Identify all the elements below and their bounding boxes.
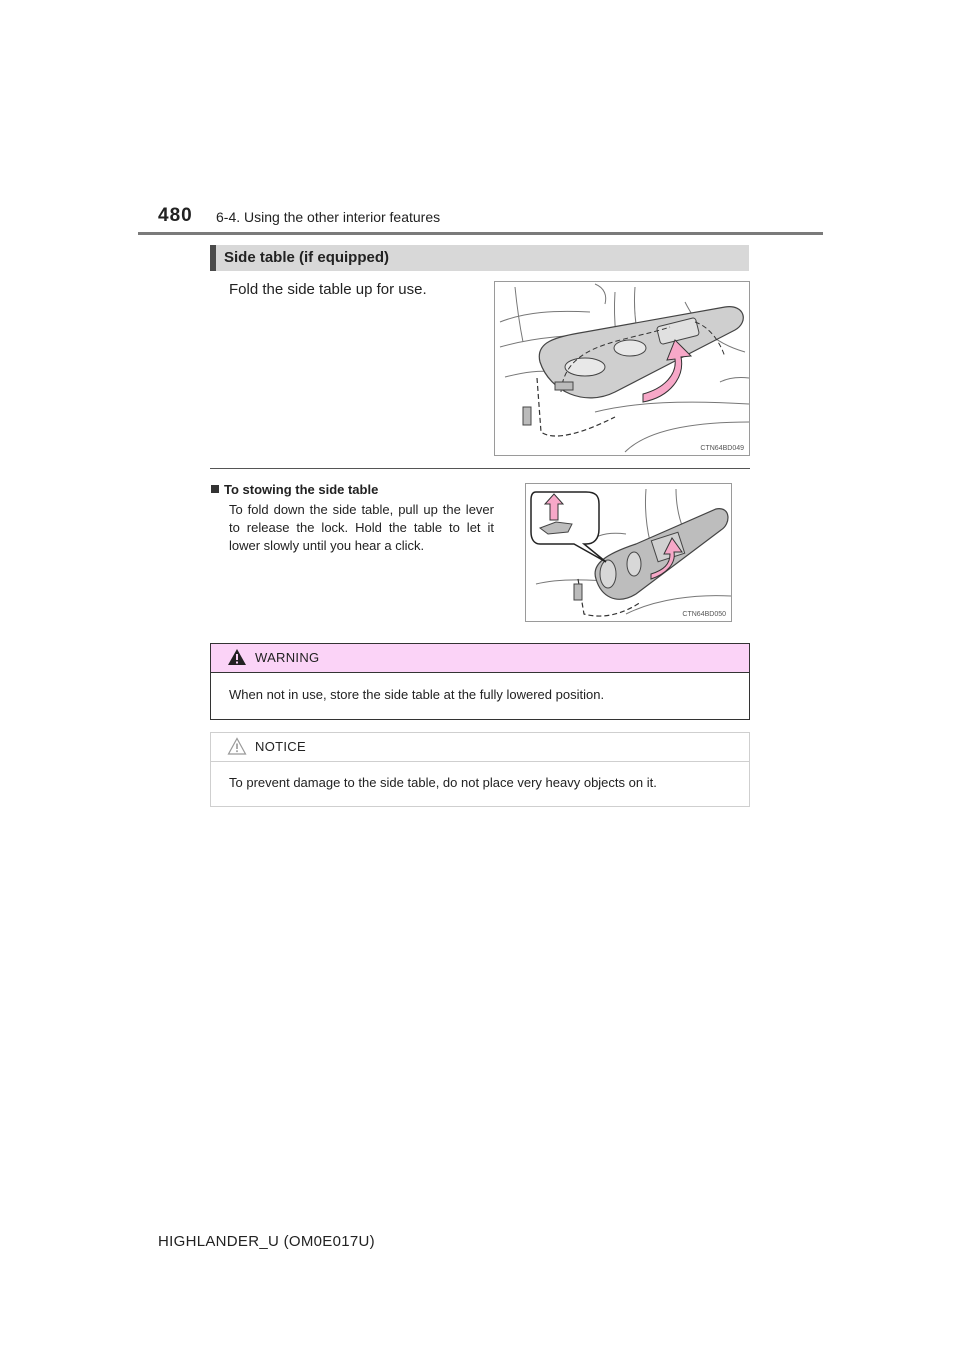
caution-triangle-icon	[227, 737, 247, 755]
warning-header	[211, 644, 749, 673]
square-bullet-icon	[211, 485, 219, 493]
section-divider	[210, 468, 750, 469]
side-table-unfold-illustration	[494, 281, 750, 456]
page-number: 480	[158, 205, 193, 226]
warning-box	[210, 643, 750, 720]
notice-text: To prevent damage to the side table, do not place very heavy objects on it.	[229, 775, 657, 790]
side-table-intro: Fold the side table up for use.	[229, 281, 427, 298]
stowing-heading-text: To stowing the side table	[224, 482, 379, 497]
warning-text: When not in use, store the side table at the fully lowered position.	[229, 687, 605, 702]
header-rule	[138, 232, 823, 235]
side-table-stow-illustration	[525, 483, 732, 622]
footer-model: HIGHLANDER_U (OM0E017U)	[158, 1233, 375, 1250]
notice-header	[211, 733, 749, 762]
notice-box	[210, 732, 750, 807]
side-table-heading: Side table (if equipped)	[210, 245, 749, 271]
stowing-instructions: To fold down the side table, pull up the lever to release the lock. Hold the table to let it lower slowly until you hear a click.	[229, 502, 494, 553]
notice-title: NOTICE	[255, 739, 306, 754]
figure-code: CTN64BD050	[682, 611, 726, 618]
stowing-heading	[211, 482, 378, 497]
warning-triangle-icon	[227, 648, 247, 666]
warning-title: WARNING	[255, 650, 320, 665]
figure-code: CTN64BD049	[700, 445, 744, 452]
section-title: 6-4. Using the other interior features	[216, 209, 441, 225]
